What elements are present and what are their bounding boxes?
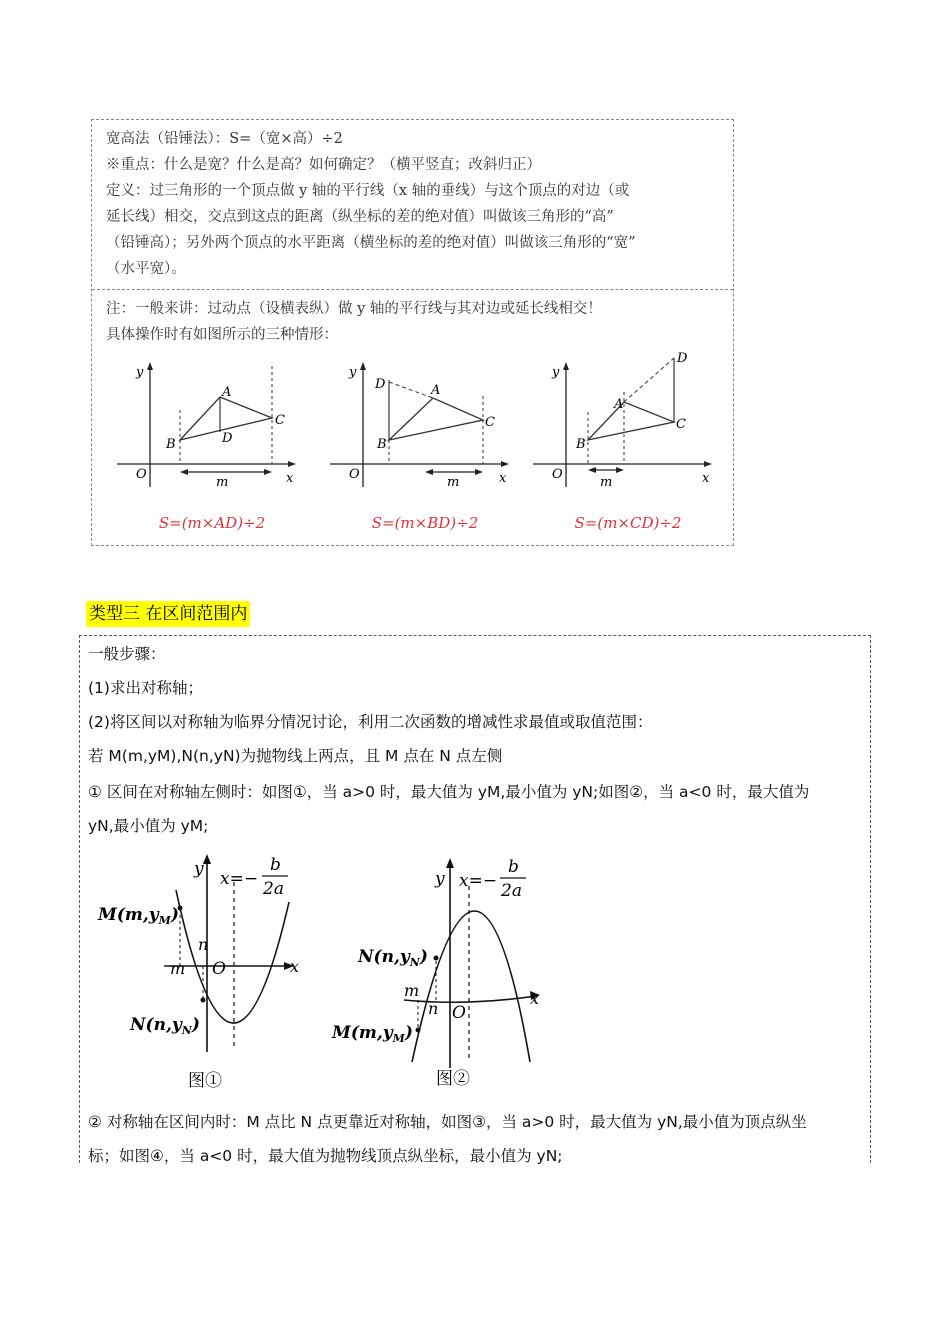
fig-a-N-label: $N(n,y_N)$ bbox=[130, 1015, 200, 1037]
triangle-figure-2 bbox=[325, 352, 525, 542]
fig2-C-label: C bbox=[485, 415, 495, 430]
fig-b-x-label: x bbox=[530, 989, 540, 1008]
note-line-1: 注：一般来讲：过动点（设横表纵）做 y 轴的平行线与其对边或延长线相交！ bbox=[106, 301, 602, 317]
note-line-2: 具体操作时有如图所示的三种情形： bbox=[106, 327, 338, 343]
fig-b-m-label: m bbox=[404, 981, 420, 1000]
fig-a-caption: 图① bbox=[188, 1071, 222, 1091]
fig2-D-label: D bbox=[375, 377, 386, 392]
fig-a-M-label: $M(m,y_M)$ bbox=[98, 905, 179, 927]
fig-a-axis-label: x=− bbox=[220, 869, 259, 889]
triangle-formula-1: S=(m×AD)÷2 bbox=[158, 514, 266, 532]
def-line-2: ※重点：什么是宽？什么是高？如何确定？（横平竖直；改斜归正） bbox=[106, 157, 541, 173]
fig1-B-label: B bbox=[166, 437, 176, 452]
fig2-origin-label: O bbox=[349, 467, 360, 482]
fig-a-m-label: m bbox=[170, 959, 186, 978]
fig2-A-label: A bbox=[431, 383, 441, 398]
fig3-origin-label: O bbox=[552, 467, 563, 482]
step-1: (1)求出对称轴； bbox=[88, 679, 203, 697]
points-statement: 若 M(m,yM),N(n,yN)为抛物线上两点，且 M 点在 N 点左侧 bbox=[88, 747, 503, 765]
fig3-x-label: x bbox=[702, 471, 710, 486]
fig-b-2a-label: 2a bbox=[501, 881, 522, 901]
fig1-origin-label: O bbox=[136, 467, 147, 482]
parabola-figure-2 bbox=[328, 850, 558, 1095]
case-2-line-2: 标；如图④，当 a<0 时，最大值为抛物线顶点纵坐标，最小值为 yN; bbox=[88, 1147, 563, 1165]
fig2-m-label: m bbox=[447, 475, 460, 490]
triangle-figure-2-svg bbox=[325, 352, 525, 512]
def-line-5: （铅锤高）；另外两个顶点的水平距离（横坐标的差的绝对值）叫做该三角形的“宽” bbox=[106, 235, 636, 251]
def-line-3: 定义：过三角形的一个顶点做 y 轴的平行线（x 轴的垂线）与这个顶点的对边（或 bbox=[106, 183, 630, 199]
def-line-6: （水平宽）。 bbox=[106, 261, 186, 277]
fig1-y-label: y bbox=[136, 365, 144, 380]
fig2-x-label: x bbox=[499, 471, 507, 486]
fig-b-caption: 图② bbox=[436, 1069, 470, 1089]
fig-a-b-label: b bbox=[270, 855, 281, 875]
fig-b-n-label: n bbox=[428, 999, 439, 1018]
fig2-y-label: y bbox=[349, 365, 357, 380]
fig-b-axis-label: x=− bbox=[459, 871, 498, 891]
triangle-figure-1-svg bbox=[112, 352, 312, 512]
step-heading: 一般步骤： bbox=[88, 645, 166, 663]
fig-a-y-label: y bbox=[194, 859, 204, 879]
fig3-y-label: y bbox=[552, 365, 560, 380]
fig3-C-label: C bbox=[676, 417, 686, 432]
section-title: 类型三 在区间范围内 bbox=[86, 601, 250, 627]
case-1-line-1: ① 区间在对称轴左侧时：如图①，当 a>0 时，最大值为 yM,最小值为 yN;如图②，当 a<0 时，最大值为 bbox=[88, 783, 810, 801]
case-1-line-2: yN,最小值为 yM; bbox=[88, 817, 209, 835]
fig-b-origin-label: O bbox=[452, 1003, 466, 1023]
fig-b-M-label: $M(m,y_M)$ bbox=[332, 1023, 413, 1045]
fig1-A-label: A bbox=[222, 385, 232, 400]
fig-a-origin-label: O bbox=[212, 959, 226, 979]
fig2-B-label: B bbox=[377, 437, 387, 452]
fig1-x-label: x bbox=[286, 471, 294, 486]
step-2: (2)将区间以对称轴为临界分情况讨论，利用二次函数的增减性求最值或取值范围： bbox=[88, 713, 653, 731]
fig-b-N-label: $N(n,y_N)$ bbox=[358, 947, 428, 969]
fig-a-2a-label: 2a bbox=[263, 879, 284, 899]
triangle-figure-3-svg bbox=[528, 352, 728, 512]
fig1-D-label: D bbox=[222, 431, 233, 446]
fig-b-b-label: b bbox=[508, 857, 519, 877]
triangle-formula-3: S=(m×CD)÷2 bbox=[574, 514, 682, 532]
def-line-1: 宽高法（铅锤法）：S=（宽×高）÷2 bbox=[106, 131, 343, 147]
fig-a-n-label: n bbox=[198, 935, 209, 954]
fig-a-x-label: x bbox=[290, 957, 300, 976]
fig3-D-label: D bbox=[677, 352, 688, 366]
triangle-figure-1 bbox=[112, 352, 312, 542]
fig3-A-label: A bbox=[614, 397, 624, 412]
fig1-C-label: C bbox=[275, 413, 285, 428]
fig3-m-label: m bbox=[600, 475, 613, 490]
fig3-B-label: B bbox=[576, 437, 586, 452]
fig1-m-label: m bbox=[216, 475, 229, 490]
fig-b-y-label: y bbox=[435, 869, 445, 889]
def-line-4: 延长线）相交，交点到这点的距离（纵坐标的差的绝对值）叫做该三角形的“高” bbox=[106, 209, 614, 225]
note-panel bbox=[106, 296, 721, 348]
case-2-line-1: ② 对称轴在区间内时：M 点比 N 点更靠近对称轴，如图③，当 a>0 时，最大值为 yN,最小值为顶点纵坐 bbox=[88, 1113, 807, 1131]
definition-panel bbox=[92, 120, 733, 290]
triangle-formula-2: S=(m×BD)÷2 bbox=[371, 514, 479, 532]
parabola-figure-1 bbox=[92, 850, 322, 1095]
triangle-figure-3 bbox=[528, 352, 728, 542]
